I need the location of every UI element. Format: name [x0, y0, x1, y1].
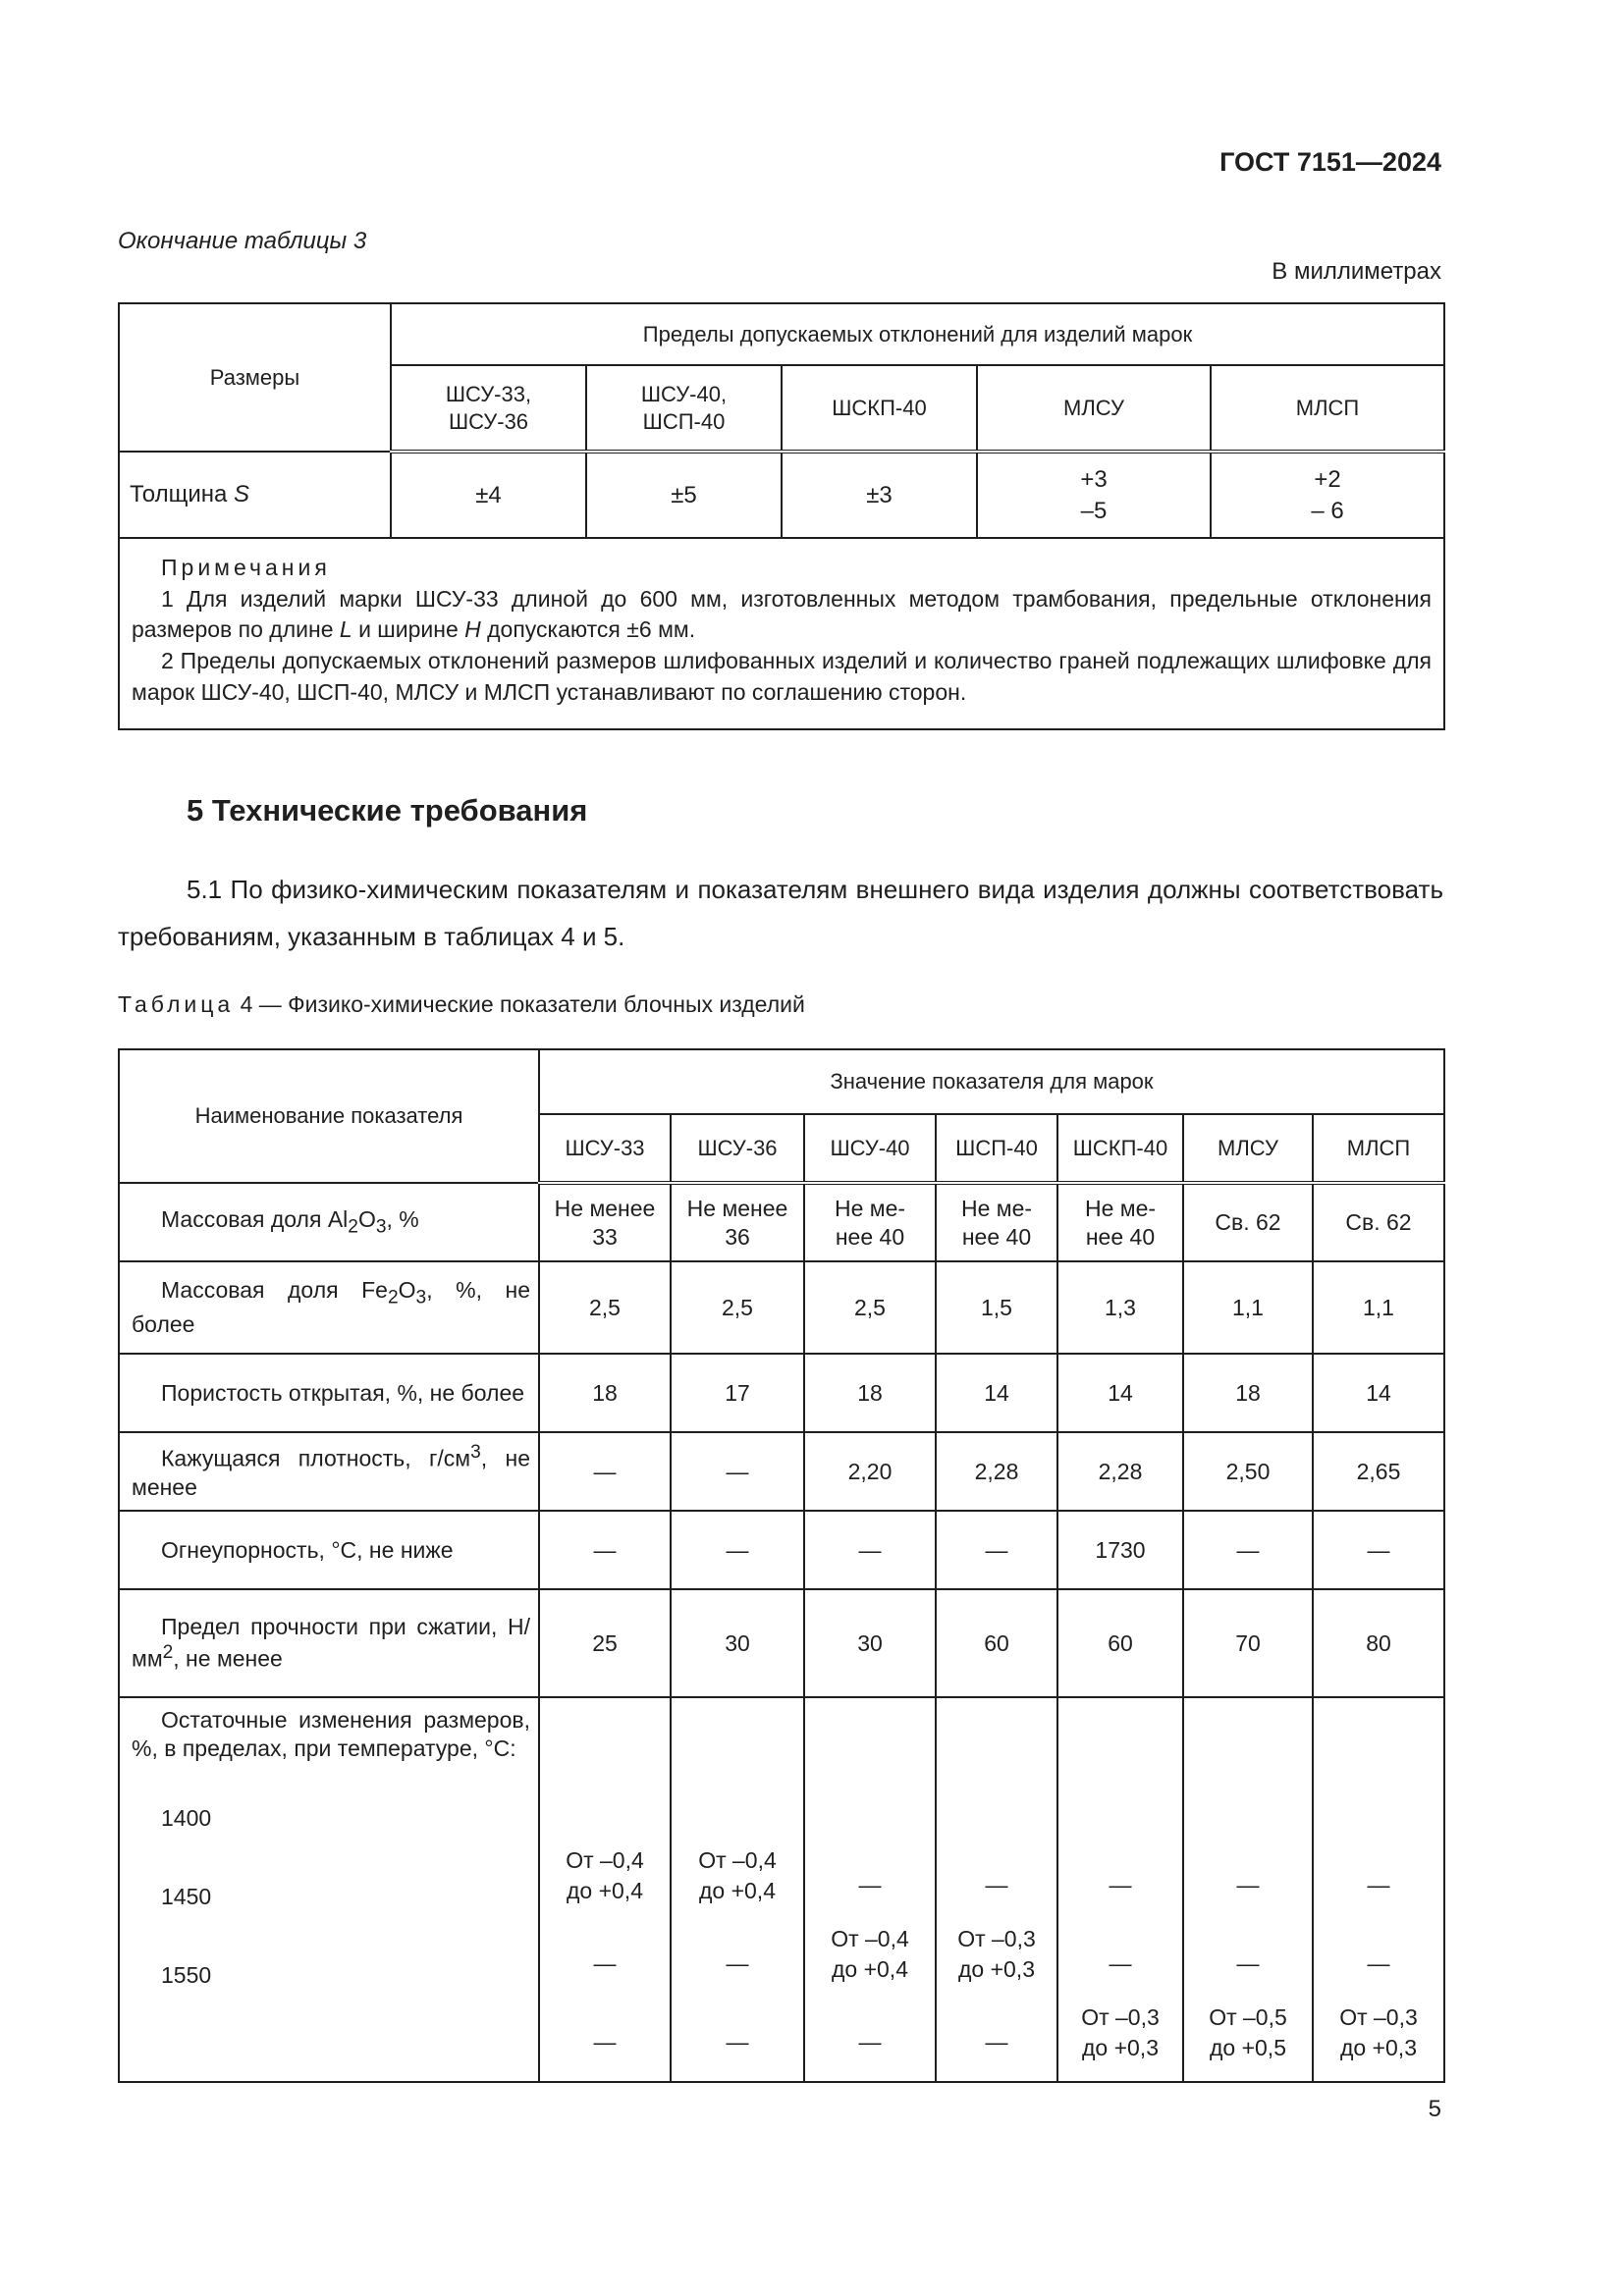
table4-caption-word: Таблица [118, 991, 235, 1017]
table4-value: 2,5 [539, 1261, 671, 1354]
table3-tolerances [118, 302, 1445, 730]
residual-value: От –0,4 до +0,4 [566, 1847, 644, 1903]
table4-value: 18 [804, 1354, 936, 1432]
residual-value: От –0,5 до +0,5 [1209, 2004, 1287, 2060]
residual-value: От –0,4 до +0,4 [698, 1847, 777, 1903]
table3-grade-header: ШСУ-40, ШСП-40 [586, 365, 782, 452]
table4-param-label: Кажущаяся плотность, $г/см^3$, не менее [119, 1432, 539, 1511]
residual-value: — [858, 1872, 882, 1897]
table4-physico-chemical [118, 1048, 1445, 2083]
table4-value: 2,20 [804, 1432, 936, 1511]
table4-value [1057, 1697, 1183, 2082]
residual-label: Остаточные изменения размеров, %, в пределах, при температуре, °С: [132, 1707, 530, 1761]
table4-value: Св. 62 [1183, 1183, 1313, 1261]
table4-grade-header: МЛСП [1313, 1114, 1444, 1183]
table4-value: 17 [671, 1354, 804, 1432]
table4-row [119, 1354, 1444, 1432]
residual-value: — [985, 2029, 1008, 2055]
table3-value: ±3 [782, 452, 977, 538]
table3-value: ±4 [391, 452, 586, 538]
residual-temp: 1400 [161, 1804, 212, 1831]
residual-value: — [726, 2029, 749, 2055]
table4-value [671, 1697, 804, 2082]
table4-value: 1730 [1057, 1511, 1183, 1589]
table4-value: 1,5 [936, 1261, 1057, 1354]
table4-value: — [1183, 1511, 1313, 1589]
residual-value: — [1109, 1950, 1132, 1976]
residual-value: — [858, 2029, 882, 2055]
table4-param-label: Огнеупорность, °С, не ниже [119, 1511, 539, 1589]
table4-param-label [119, 1697, 539, 2082]
table4-value: 2,65 [1313, 1432, 1444, 1511]
residual-temp: 1550 [161, 1961, 212, 1988]
table4-value: 14 [936, 1354, 1057, 1432]
table3-continuation-caption: Окончание таблицы 3 [118, 228, 367, 254]
notes-title: Примечания [161, 555, 331, 580]
table4-row [119, 1511, 1444, 1589]
residual-value: — [1367, 1872, 1390, 1897]
table4-row [119, 1589, 1444, 1697]
table4-grade-header: МЛСУ [1183, 1114, 1313, 1183]
table3-grade-header: МЛСУ [977, 365, 1211, 452]
table4-value: — [671, 1511, 804, 1589]
table4-value: 1,1 [1183, 1261, 1313, 1354]
table4-value: Не ме- нее 40 [936, 1183, 1057, 1261]
table4-value: 80 [1313, 1589, 1444, 1697]
row-label-text: Толщина [130, 481, 228, 507]
table4-value: 2,50 [1183, 1432, 1313, 1511]
table4-grade-header: ШСУ-33 [539, 1114, 671, 1183]
table4-param-label: Предел прочности при сжатии, $Н/мм^2$, не менее [119, 1589, 539, 1697]
table4-value: — [1313, 1511, 1444, 1589]
table4-value: 30 [671, 1589, 804, 1697]
table4-grade-header: ШСУ-36 [671, 1114, 804, 1183]
table3-grade-header: МЛСП [1211, 365, 1444, 452]
document-code: ГОСТ 7151—2024 [1219, 147, 1441, 177]
table4-value: 18 [539, 1354, 671, 1432]
table4-value: Не менее 36 [671, 1183, 804, 1261]
residual-value: — [985, 1872, 1008, 1897]
residual-value: — [1236, 1872, 1260, 1897]
note-2: 2 Пределы допускаемых отклонений размеров шлифованных изделий и количество граней подлежащих шлифовке для марок ШСУ-40, ШСП-40, МЛСУ и МЛСП устанавливают по соглашению сторон. [132, 648, 1432, 705]
table4-group-header: Значение показателя для марок [539, 1049, 1444, 1114]
table4-caption [118, 991, 805, 1018]
table4-value: 18 [1183, 1354, 1313, 1432]
residual-value: — [593, 2029, 617, 2055]
table4-value [1313, 1697, 1444, 2082]
residual-value: — [1367, 1950, 1390, 1976]
table4-value: Не ме- нее 40 [804, 1183, 936, 1261]
section-paragraph [118, 866, 1443, 960]
residual-value: — [593, 1950, 617, 1976]
table3-value: ±5 [586, 452, 782, 538]
section-heading: 5 Технические требования [187, 793, 588, 828]
table4-value [539, 1697, 671, 2082]
residual-value: От –0,3 до +0,3 [1081, 2004, 1160, 2060]
table4-value: 2,5 [671, 1261, 804, 1354]
table4-param-label: Массовая доля $Al_2O_3$, % [119, 1183, 539, 1261]
table4-value: — [539, 1511, 671, 1589]
table3-row-label [119, 452, 391, 538]
residual-value: От –0,3 до +0,3 [1339, 2004, 1418, 2060]
table4-row [119, 1183, 1444, 1261]
table4-value: Св. 62 [1313, 1183, 1444, 1261]
paragraph-5-1: 5.1 По физико-химическим показателям и показателям внешнего вида изделия должны соответствовать требованиям, указанным в таблицах 4 и 5. [118, 875, 1443, 951]
table3-grade-header: ШСУ-33, ШСУ-36 [391, 365, 586, 452]
table4-param-label: Пористость открытая, %, не более [119, 1354, 539, 1432]
table3-value: +2 – 6 [1211, 452, 1444, 538]
table4-value: 30 [804, 1589, 936, 1697]
table4-row [119, 1261, 1444, 1354]
table3-units: В миллиметрах [1272, 258, 1441, 285]
table4-param-header: Наименование показателя [119, 1049, 539, 1183]
table4-caption-text: 4 — Физико-химические показатели блочных изделий [240, 991, 805, 1017]
residual-value: — [1109, 1872, 1132, 1897]
table4-value: 25 [539, 1589, 671, 1697]
table4-value: 1,1 [1313, 1261, 1444, 1354]
table4-row [119, 1432, 1444, 1511]
table3-value: +3 –5 [977, 452, 1211, 538]
table4-grade-header: ШСП-40 [936, 1114, 1057, 1183]
residual-value: — [726, 1950, 749, 1976]
table4-value: 1,3 [1057, 1261, 1183, 1354]
table4-value: — [539, 1432, 671, 1511]
table4-value: — [936, 1511, 1057, 1589]
table4-value: 14 [1057, 1354, 1183, 1432]
note-1: 1 Для изделий марки ШСУ-33 длиной до 600 мм, изготовленных методом трамбования, предельные отклонения размеров по длине L и ширине H допускаются ±6 мм. [132, 585, 1432, 643]
table4-param-label: Массовая доля $Fe_2O_3$, %, не более [119, 1261, 539, 1354]
table4-grade-header: ШСКП-40 [1057, 1114, 1183, 1183]
table4-value: Не менее 33 [539, 1183, 671, 1261]
table4-value: — [671, 1432, 804, 1511]
row-label-symbol: S [234, 481, 250, 507]
residual-value: От –0,4 до +0,4 [831, 1926, 909, 1982]
table4-value: 2,5 [804, 1261, 936, 1354]
residual-value: От –0,3 до +0,3 [957, 1926, 1036, 1982]
table4-value: 2,28 [1057, 1432, 1183, 1511]
page-number: 5 [1428, 2096, 1441, 2122]
table3-size-header: Размеры [119, 303, 391, 452]
table4-value [804, 1697, 936, 2082]
table4-body [119, 1183, 1444, 1697]
table3-group-header: Пределы допускаемых отклонений для изделий марок [391, 303, 1444, 365]
table4-value: 60 [1057, 1589, 1183, 1697]
table4-value: 60 [936, 1589, 1057, 1697]
table4-value: 70 [1183, 1589, 1313, 1697]
table4-value [1183, 1697, 1313, 2082]
table3-grade-header: ШСКП-40 [782, 365, 977, 452]
residual-temp: 1450 [161, 1883, 212, 1909]
table4-value: — [804, 1511, 936, 1589]
table4-value: 2,28 [936, 1432, 1057, 1511]
table4-value: 14 [1313, 1354, 1444, 1432]
table3-notes [119, 538, 1444, 729]
table4-grade-header: ШСУ-40 [804, 1114, 936, 1183]
residual-value: — [1236, 1950, 1260, 1976]
table4-value [936, 1697, 1057, 2082]
table4-value: Не ме- нее 40 [1057, 1183, 1183, 1261]
